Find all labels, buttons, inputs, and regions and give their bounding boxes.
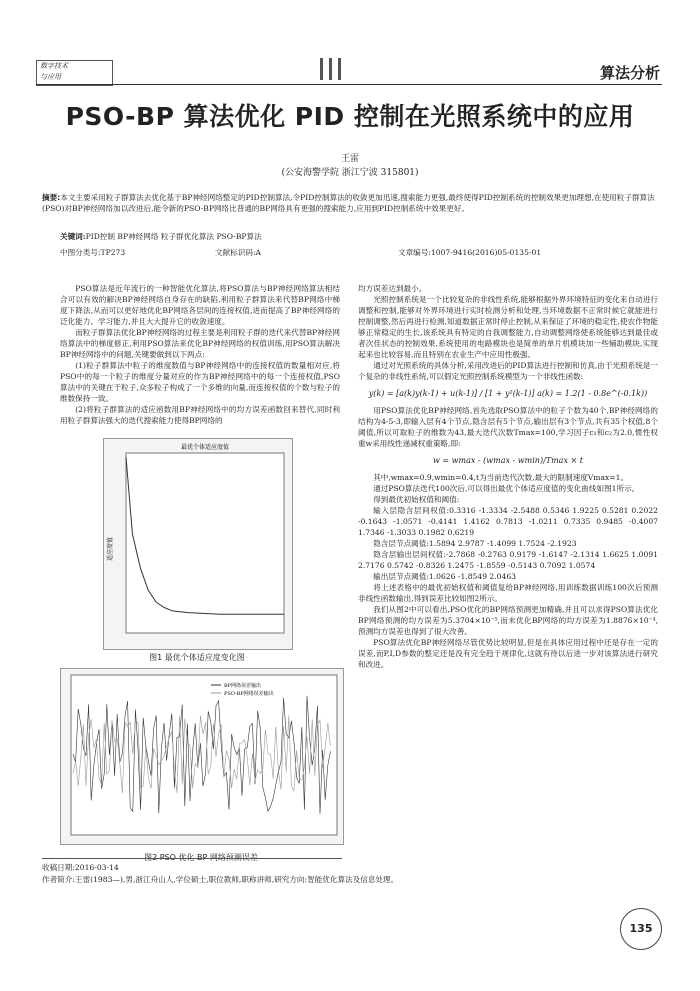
keywords — [60, 231, 660, 242]
figure-1 — [103, 438, 293, 650]
legend-psobp: PSO-BP网络误差输出 — [224, 691, 274, 697]
clc-number: 中图分类号:TP273 — [60, 248, 126, 257]
author: 王雷 — [340, 154, 359, 164]
chart-title: 最优个体适应度值 — [180, 444, 230, 451]
keywords-label: 关键词: — [60, 232, 86, 241]
author-bio: 作者简介:王雷(1983—),男,浙江舟山人,学位硕士,职位教师,职称讲师,研究方向:智能优化算法及信息处理。 — [42, 875, 399, 884]
footer — [42, 862, 662, 886]
right-paragraph: 光照控制系统是一个比较复杂的非线性系统,能够根据外界环境特征的变化来自动进行调整和控制,能够对外界环境进行实时检测分析和处理,当环境数据不正常时候它就能进行控制调整,然后再进行检测,知道数据正常时停止控制,从来保证了环境的稳定性,使农作物能够正常稳定的生长,该系统具有特定的自我调整能力,自动调整网络使系统能够达到最佳或者次佳状态的控制效果,系统使用的电路模块也是简单的单片机模块加一些辅助模块,实现起来也比较容易,而且特别在农业生产中应用性极强。 — [358, 295, 658, 359]
formula-2: w = wmax - (wmax - wmin)/Tmax × t — [433, 456, 583, 465]
right-paragraph: 隐含层输出层间权值:-2.7868 -0.2763 0.9179 -1.6147 -2.1314 1.6625 1.0091 2.7176 0.5742 -0.8326 1.2475 -1.8559 -0.5143 0.7092 1.0574 — [358, 550, 658, 570]
right-paragraph: 隐含层节点阈值:1.5894 2.9787 -1.4099 1.7524 -2.1923 — [373, 539, 577, 548]
right-paragraph: 均方误差达到最小。 — [358, 284, 427, 293]
received-date: 收稿日期:2016-03-14 — [42, 863, 119, 872]
keywords-text: PID控制 BP神经网络 粒子群优化算法 PSO-BP算法 — [85, 232, 262, 241]
left-paragraph: PSO算法是近年流行的一种智能优化算法,将PSO算法与BP神经网络算法相结合可以有效的解决BP神经网络自身存在的缺陷,利用粒子群算法来代替BP网络中梯度下降法,从而可以更好地优化BP网络各层间的连接权值,进而提高了BP神经网络的泛化能力、学习能力,并且大大提升它的收敛速度。 — [60, 284, 340, 326]
right-paragraph: 用PSO算法优化BP神经网络,首先选取PSO算法中的粒子个数为40个,BP神经网络的结构为4-5-3,即输入层有4个节点,隐含层有5个节点,输出层有3个节点,共有35个权值,8个阈值,所以可取粒子的维数为43,最大迭代次数Tmax=100,学习因子c₁和c₂为2.0,惯性权重w采用线性递减权重策略,即: — [358, 406, 658, 448]
chart-frame — [126, 453, 284, 633]
header-bars — [320, 58, 360, 80]
journal-logo-line1: 数字技术 — [40, 62, 68, 70]
abstract-label: 摘要: — [42, 193, 61, 202]
right-paragraph: 其中,wmax=0.9,wmin=0.4,t为当前迭代次数,最大的限制速度Vmax=1。 — [373, 473, 629, 482]
article-number: 文章编号:1007-9416(2016)05-0135-01 — [398, 248, 542, 257]
fitness-chart — [104, 439, 292, 649]
left-paragraph: (2)将粒子群算法的适应函数用BP神经网络中的均方误差函数回来替代,同时利用粒子群算法强大的迭代搜索能力使得BP网络的 — [60, 405, 340, 425]
left-column — [60, 283, 340, 426]
right-paragraph: PSO算法优化BP神经网络尽管优势比较明显,但是在具体应用过程中还是存在一定的误差,而P,I,D参数的整定还是没有完全趋于规律化,这就有待以后进一步对该算法进行研究和改进。 — [358, 638, 658, 669]
formula-1: y(k) = [a(k)y(k-1) + u(k-1)] / [1 + y²(k-1)] a(k) = 1.2(1 - 0.8e^(-0.1k)) — [368, 389, 648, 398]
journal-logo-line2: 与应用 — [40, 73, 61, 81]
paper-title: PSO-BP 算法优化 PID 控制在光照系统中的应用 — [65, 102, 635, 131]
abstract-text: 本文主要采用粒子群算法去优化基于BP神经网络整定的PID控制算法,令PID控制算法的收敛更加迅速,搜索能力更强,最终使得PID控制系统的控制效果更加理想,在使用粒子群算法(PSO)对BP神经网络加以改进后,能令新的PSO-BP网络比普通的BP网络具有更强的搜索能力,应用到PID控制系统中效果更好。 — [42, 193, 655, 213]
left-paragraph: (1)粒子群算法中粒子的维度数值与BP神经网络中的连接权值的数量相对应,将PSO中的每一个粒子的维度分量对应的作为BP神经网络中的每一个连接权值,PSO算法中的关键在于粒子,众多粒子构成了一个多维的向量,而连接权值的个数与粒子的维数保持一致。 — [60, 361, 340, 403]
left-paragraph: 而粒子群算法优化BP神经网络的过程主要是利用粒子群的迭代来代替BP神经网络算法中的梯度修正,利用PSO算法来优化BP神经网络的权值训练,用PSO算法解决BP神经网络中的问题,关键要做到以下两点: — [60, 328, 340, 359]
journal-logo — [36, 60, 113, 86]
right-paragraph: 通过对光照系统的具体分析,采用改进后的PID算法进行控制和仿真,由于光照系统是一个复杂的非线性系统,可以假定光照控制系统模型为一个非线性函数: — [358, 361, 658, 381]
chart-ylabel: 适应度值 — [107, 536, 114, 562]
right-paragraph: 通过PSO算法迭代100次后,可以得出最优个体适应度值的变化曲线如图1所示。 — [373, 484, 640, 493]
right-paragraph: 我们从图2中可以看出,PSO优化的BP网络预测更加精确,并且可以求得PSO算法优化BP网络预测的均方误差为5.3704×10⁻⁵,而未优化BP网络的均方误差为1.8876×10⁻⁴,预测均方误差也得到了很大改善。 — [358, 605, 658, 636]
right-column — [358, 283, 658, 670]
right-paragraph: 输入层隐含层间权值:0.3316 -1.3334 -2.5488 0.5346 1.9225 0.5281 0.2022 -0.1643 -1.0571 -0.4141 1.4162 0.7813 -1.0211 0.7335 0.9485 -0.4007 1.7346 -1.3033 0.1982 0.6219 — [358, 506, 658, 537]
legend-bp: BP网络误差输出 — [224, 683, 262, 689]
affiliation: (公安海警学院 浙江宁波 315801) — [281, 168, 419, 178]
section-label: 算法分析 — [599, 64, 660, 82]
right-paragraph: 得到最优初始权值和阈值: — [373, 495, 460, 504]
footer-rule — [42, 858, 342, 859]
error-chart — [61, 669, 343, 844]
right-paragraph: 输出层节点阈值:1.0626 -1.8549 2.0463 — [373, 572, 517, 581]
page-number: 135 — [620, 908, 662, 950]
right-paragraph: 将上述表格中的最优初始权值和阈值复给BP神经网络,用训练数据训练100次后预测非线性函数输出,得到误差比较如图2所示。 — [358, 583, 658, 603]
figure-2 — [60, 668, 344, 845]
figure-1-caption: 图1 最优个体适应度变化图 — [149, 653, 245, 662]
header-rule — [36, 84, 662, 85]
abstract — [42, 192, 662, 214]
doc-code: 文献标识码:A — [215, 248, 262, 257]
